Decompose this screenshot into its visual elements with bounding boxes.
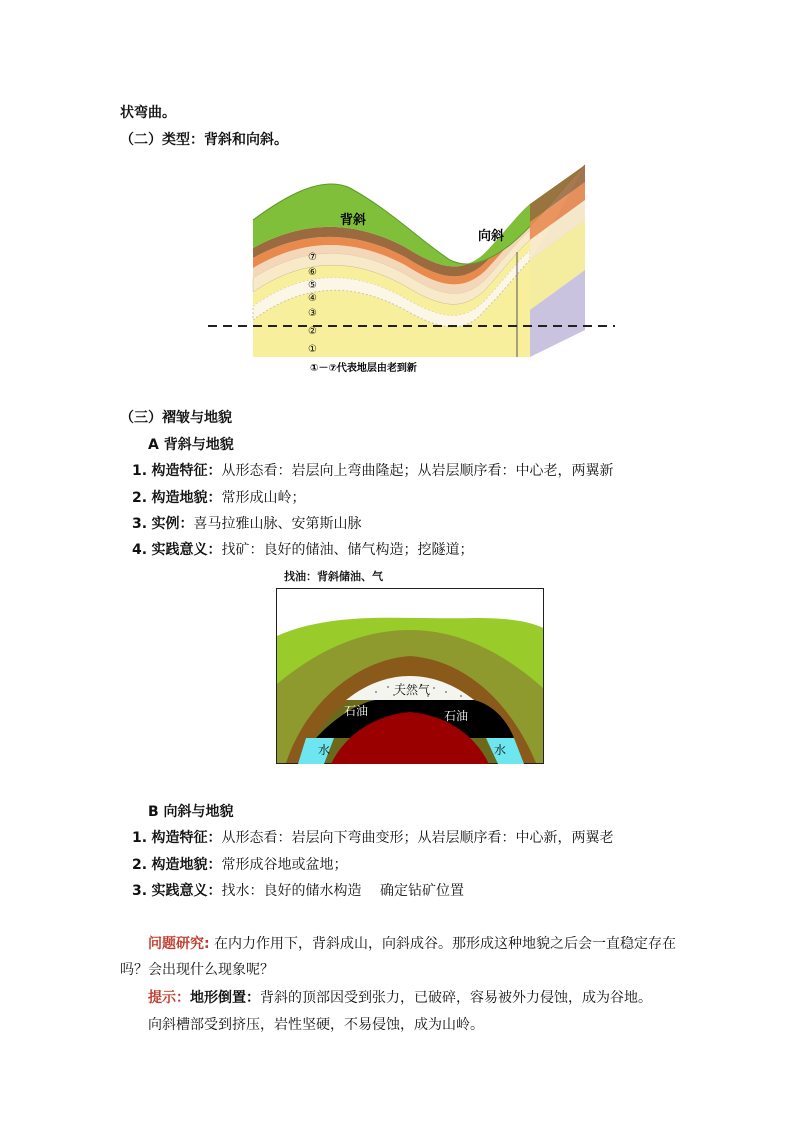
oil-right-label: 石油: [444, 709, 469, 723]
type-heading: （二）类型：背斜和向斜。: [120, 132, 288, 148]
research-line-1: 问题研究: 在内力作用下，背斜成山，向斜成谷。那形成这种地貌之后会一直稳定存在: [148, 936, 677, 952]
layer-mark-4: ④: [308, 293, 317, 304]
intro-line: 状弯曲。: [120, 105, 176, 121]
section3-title: （三）褶皱与地貌: [120, 410, 232, 426]
fold-diagram: [200, 160, 620, 380]
syncline-label: 向斜: [478, 229, 505, 244]
sectionB-item: 1. 构造特征：从形态看：岩层向下弯曲变形；从岩层顺序看：中心新，两翼老: [132, 830, 614, 846]
water-left-label: 水: [318, 743, 331, 757]
hint-line-2: 向斜槽部受到挤压，岩性坚硬，不易侵蚀，成为山岭。: [148, 1017, 484, 1033]
layer-mark-5: ⑤: [308, 280, 317, 291]
sectionA-item: 2. 构造地貌：常形成山岭；: [132, 490, 306, 506]
sectionB-item: 2. 构造地貌：常形成谷地或盆地；: [132, 857, 348, 873]
oil-trap-diagram: [276, 588, 544, 764]
layer-mark-3: ③: [308, 308, 317, 319]
layer-mark-6: ⑥: [308, 267, 317, 278]
layer-mark-7: ⑦: [308, 252, 317, 263]
gas-label: 天然气: [394, 683, 431, 697]
layer-mark-2: ②: [308, 326, 317, 337]
sectionA-item: 3. 实例：喜马拉雅山脉、安第斯山脉: [132, 516, 362, 532]
hint-line-1: 提示：地形倒置：背斜的顶部因受到张力，已破碎，容易被外力侵蚀，成为谷地。: [148, 990, 652, 1006]
sectionA-item: 1. 构造特征：从形态看：岩层向上弯曲隆起；从岩层顺序看：中心老，两翼新: [132, 463, 614, 479]
sectionB-item: 3. 实践意义：找水：良好的储水构造 确定钻矿位置: [132, 883, 464, 899]
research-line-2: 吗？会出现什么现象呢？: [120, 962, 274, 978]
sectionA-title: A 背斜与地貌: [148, 437, 234, 453]
oil-left-label: 石油: [344, 704, 369, 718]
layer-mark-1: ①: [308, 344, 317, 355]
water-right-label: 水: [494, 743, 507, 757]
sectionB-title: B 向斜与地貌: [148, 804, 234, 820]
figure1-caption: ①－⑦代表地层由老到新: [310, 363, 417, 374]
figure2-title: 找油：背斜储油、气: [284, 570, 383, 583]
sectionA-item: 4. 实践意义：找矿：良好的储油、储气构造；挖隧道；: [132, 542, 474, 558]
anticline-label: 背斜: [340, 213, 367, 228]
